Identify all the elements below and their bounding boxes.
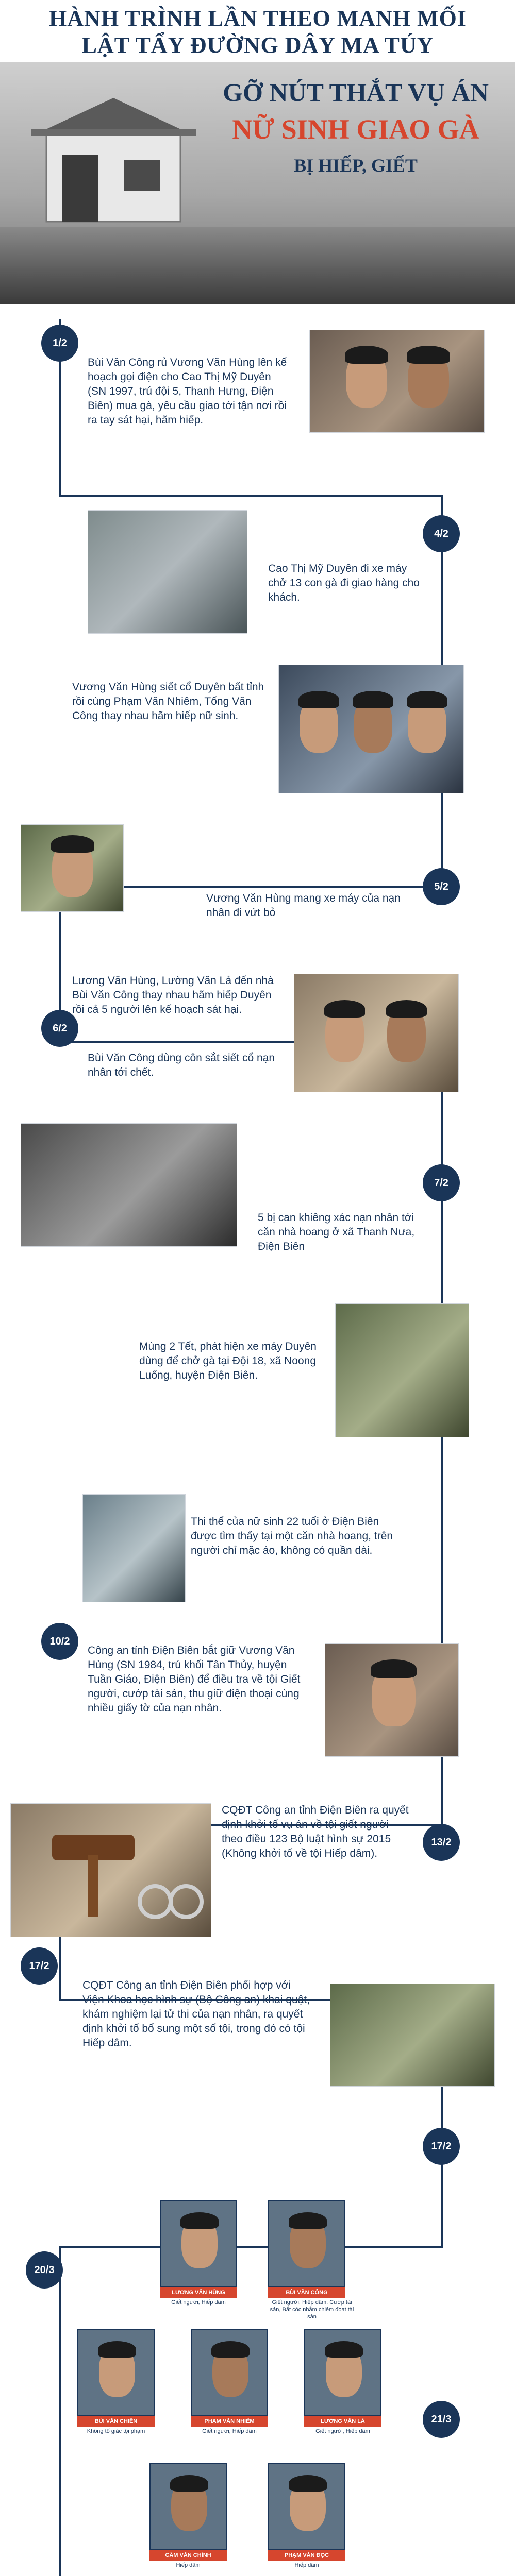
date-badge: 17/2 (21, 1947, 58, 1985)
suspect-card (160, 2200, 237, 2287)
date-badge: 6/2 (41, 1010, 78, 1047)
suspect-name: CẦM VĂN CHÍNH (149, 2550, 227, 2561)
timeline-line (59, 495, 441, 497)
date-badge: 4/2 (423, 515, 460, 552)
suspect-card (268, 2463, 345, 2550)
suspect-role: Giết người, Hiếp dâm (315, 2428, 370, 2434)
event-text: Cao Thị Mỹ Duyên đi xe máy chở 13 con gà đi giao hàng cho khách. (268, 563, 420, 603)
suspects-photo (278, 665, 464, 793)
suspects-photo (294, 974, 459, 1092)
suspect-name: BÙI VĂN CHIẾN (77, 2416, 155, 2427)
handcuffs-gavel-photo (10, 1803, 211, 1937)
date-badge: 13/2 (423, 1824, 460, 1861)
exhumation-photo (330, 1984, 495, 2087)
suspect-name: PHẠM VĂN ĐỌC (268, 2550, 345, 2561)
event-text: CQĐT Công an tỉnh Điện Biên phối hợp với Viện Khoa học hình sự (Bộ Công an) khai quật, khám nghiệm lại tử thi của nạn nhân, ra quyết định khởi tố bổ sung một số tội, trong đó có tội Hiếp dâm. (82, 1979, 310, 2049)
suspect-photo (325, 1643, 459, 1757)
suspect-name: LƯỜNG VĂN LẢ (304, 2416, 381, 2427)
event-text: Công an tỉnh Điện Biên bắt giữ Vương Văn Hùng (SN 1984, trú khối Tân Thủy, huyện Tuần Giáo, Điện Biên) để điều tra về tội Giết người, cướp tài sản, thu giữ điện thoại cùng nhiều giấy tờ của nạn nhân. (88, 1645, 301, 1714)
suspect-card (191, 2329, 268, 2416)
suspect-card (77, 2329, 155, 2416)
date-badge: 10/2 (41, 1623, 78, 1660)
found-motorbike-photo (335, 1303, 469, 1437)
date-badge: 1/2 (41, 325, 78, 362)
suspect-card (304, 2329, 381, 2416)
suspect-role: Giết người, Hiếp dâm, Cướp tài sản, Bắt cóc nhằm chiếm đoạt tài sản (270, 2299, 354, 2320)
suspect-role: Hiếp dâm (294, 2562, 319, 2568)
suspect-name: BÙI VĂN CÔNG (268, 2287, 345, 2298)
event-text: Bùi Văn Công rủ Vương Văn Hùng lên kế hoạch gọi điện cho Cao Thị Mỹ Duyên (SN 1997, trú đội 5, Thanh Hưng, Điện Biên) mua gà, yêu cầu giao tới tận nơi rồi ra tay sát hại, hãm hiếp. (88, 357, 287, 426)
event-text: Vương Văn Hùng siết cổ Duyên bất tỉnh rồi cùng Phạm Văn Nhiêm, Tống Văn Công thay nhau hãm hiếp nữ sinh. (72, 681, 264, 722)
event-text: 5 bị can khiêng xác nạn nhân tới căn nhà hoang ở xã Thanh Nưa, Điện Biên (258, 1212, 415, 1252)
event-text: Vương Văn Hùng mang xe máy của nạn nhân đi vứt bỏ (206, 892, 401, 919)
event-text: Mùng 2 Tết, phát hiện xe máy Duyên dùng để chở gà tại Đội 18, xã Noong Luống, huyện Điện Biên. (139, 1341, 317, 1381)
crime-scene-photo (82, 1494, 186, 1602)
suspect-photo (21, 824, 124, 912)
event-text: CQĐT Công an tỉnh Điện Biên ra quyết định khởi tố vụ án về tội giết người theo điều 123 Bộ luật hình sự 2015 (Không khởi tố về tội Hiếp dâm). (222, 1804, 409, 1859)
suspect-role: Không tố giác tội phạm (87, 2428, 145, 2434)
suspects-photo (309, 330, 485, 433)
abandoned-house-photo (21, 1123, 237, 1247)
timeline-line (59, 2246, 61, 2576)
main-title-line1: HÀNH TRÌNH LẦN THEO MANH MỐI (49, 6, 467, 31)
subtitle-line3: BỊ HIẾP, GIẾT (294, 155, 418, 176)
suspect-card (149, 2463, 227, 2550)
motorbike-photo (88, 510, 247, 634)
date-badge: 7/2 (423, 1164, 460, 1201)
gavel-icon (11, 1804, 211, 1937)
date-badge: 20/3 (26, 2251, 63, 2289)
event-text: Bùi Văn Công dùng côn sắt siết cổ nạn nhân tới chết. (88, 1052, 275, 1078)
abandoned-house-image (21, 77, 206, 232)
suspect-card (268, 2200, 345, 2287)
hero-ground (0, 227, 515, 304)
subtitle-line2: NỮ SINH GIAO GÀ (232, 114, 479, 145)
date-badge: 21/3 (423, 2401, 460, 2438)
date-badge: 5/2 (423, 868, 460, 905)
timeline-line (59, 2246, 443, 2248)
event-text: Thi thể của nữ sinh 22 tuổi ở Điện Biên được tìm thấy tại một căn nhà hoang, trên người chỉ mặc áo, không có quần dài. (191, 1516, 393, 1556)
date-badge: 17/2 (423, 2128, 460, 2165)
suspect-role: Giết người, Hiếp dâm (171, 2299, 226, 2306)
suspect-role: Giết người, Hiếp dâm (202, 2428, 257, 2434)
event-text: Lương Văn Hùng, Lường Văn Lả đến nhà Bùi Văn Công thay nhau hãm hiếp Duyên rồi cả 5 người lên kế hoạch sát hại. (72, 975, 274, 1015)
suspect-name: LƯƠNG VĂN HÙNG (160, 2287, 237, 2298)
suspect-name: PHẠM VĂN NHIÊM (191, 2416, 268, 2427)
subtitle-line1: GỠ NÚT THẮT VỤ ÁN (223, 78, 489, 107)
suspect-role: Hiếp dâm (176, 2562, 201, 2568)
hero-section (0, 0, 515, 309)
main-title-line2: LẬT TẨY ĐƯỜNG DÂY MA TÚY (81, 32, 434, 58)
